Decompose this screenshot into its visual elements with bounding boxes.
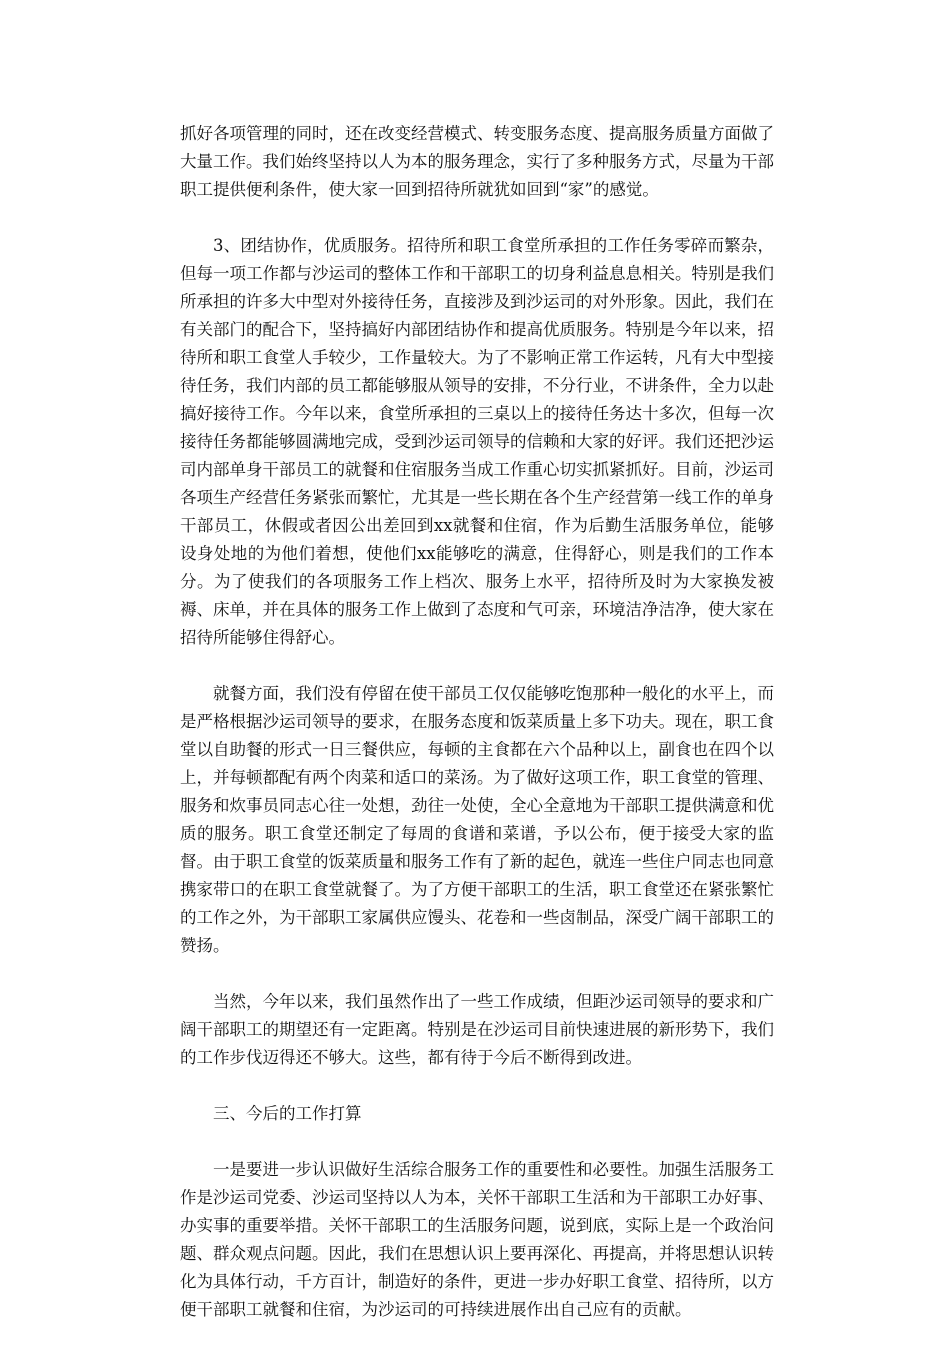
paragraph-continuation: 抓好各项管理的同时，还在改变经营模式、转变服务态度、提高服务质量方面做了大量工作。我们始终坚持以人为本的服务理念，实行了多种服务方式，尽量为干部职工提供便利条件，使大家一回到招待所就犹如回到“家”的感觉。 <box>180 124 774 199</box>
paragraph-dining: 就餐方面，我们没有停留在使干部员工仅仅能够吃饱那种一般化的水平上，而是严格根据沙运司领导的要求，在服务态度和饭菜质量上多下功夫。现在，职工食堂以自助餐的形式一日三餐供应，每顿的主食都在六个品种以上，副食也在四个以上，并每顿都配有两个肉菜和适口的菜汤。为了做好这项工作，职工食堂的管理、服务和炊事员同志心往一处想，劲往一处使，全心全意地为干部职工提供满意和优质的服务。职工食堂还制定了每周的食谱和菜谱，予以公布，便于接受大家的监督。由于职工食堂的饭菜质量和服务工作有了新的起色，就连一些住户同志也同意携家带口的在职工食堂就餐了。为了方便干部职工的生活，职工食堂还在紧张繁忙的工作之外，为干部职工家属供应馒头、花卷和一些卤制品，深受广阔干部职工的赞扬。 <box>180 684 774 955</box>
paragraph-teamwork-service: 3、团结协作，优质服务。招待所和职工食堂所承担的工作任务零碎而繁杂，但每一项工作都与沙运司的整体工作和干部职工的切身利益息息相关。特别是我们所承担的许多大中型对外接待任务，直接涉及到沙运司的对外形象。因此，我们在有关部门的配合下，坚持搞好内部团结协作和提高优质服务。特别是今年以来，招待所和职工食堂人手较少，工作量较大。为了不影响正常工作运转，凡有大中型接待任务，我们内部的员工都能够服从领导的安排，不分行业，不讲条件，全力以赴搞好接待工作。今年以来，食堂所承担的三桌以上的接待任务达十多次，但每一次接待任务都能够圆满地完成，受到沙运司领导的信赖和大家的好评。我们还把沙运司内部单身干部员工的就餐和住宿服务当成工作重心切实抓紧抓好。目前，沙运司各项生产经营任务紧张而繁忙，尤其是一些长期在各个生产经营第一线工作的单身干部员工，休假或者因公出差回到xx就餐和住宿，作为后勤生活服务单位，能够设身处地的为他们着想，使他们xx能够吃的满意，住得舒心，则是我们的工作本分。为了使我们的各项服务工作上档次、服务上水平，招待所及时为大家换发被褥、床单，并在具体的服务工作上做到了态度和气可亲，环境洁净洁净，使大家在招待所能够住得舒心。 <box>180 236 774 647</box>
document-page <box>180 120 774 1352</box>
paragraph-shortcomings: 当然，今年以来，我们虽然作出了一些工作成绩，但距沙运司领导的要求和广阔干部职工的期望还有一定距离。特别是在沙运司目前快速进展的新形势下，我们的工作步伐迈得还不够大。这些，都有待于今后不断得到改进。 <box>180 992 774 1067</box>
section-heading-future-plans: 三、今后的工作打算 <box>213 1104 362 1123</box>
paragraph-plan-one: 一是要进一步认识做好生活综合服务工作的重要性和必要性。加强生活服务工作是沙运司党委、沙运司坚持以人为本，关怀干部职工生活和为干部职工办好事、办实事的重要举措。关怀干部职工的生活服务问题，说到底，实际上是一个政治问题、群众观点问题。因此，我们在思想认识上要再深化、再提高，并将思想认识转化为具体行动，千方百计，制造好的条件，更进一步办好职工食堂、招待所，以方便干部职工就餐和住宿，为沙运司的可持续进展作出自己应有的贡献。 <box>180 1160 774 1319</box>
